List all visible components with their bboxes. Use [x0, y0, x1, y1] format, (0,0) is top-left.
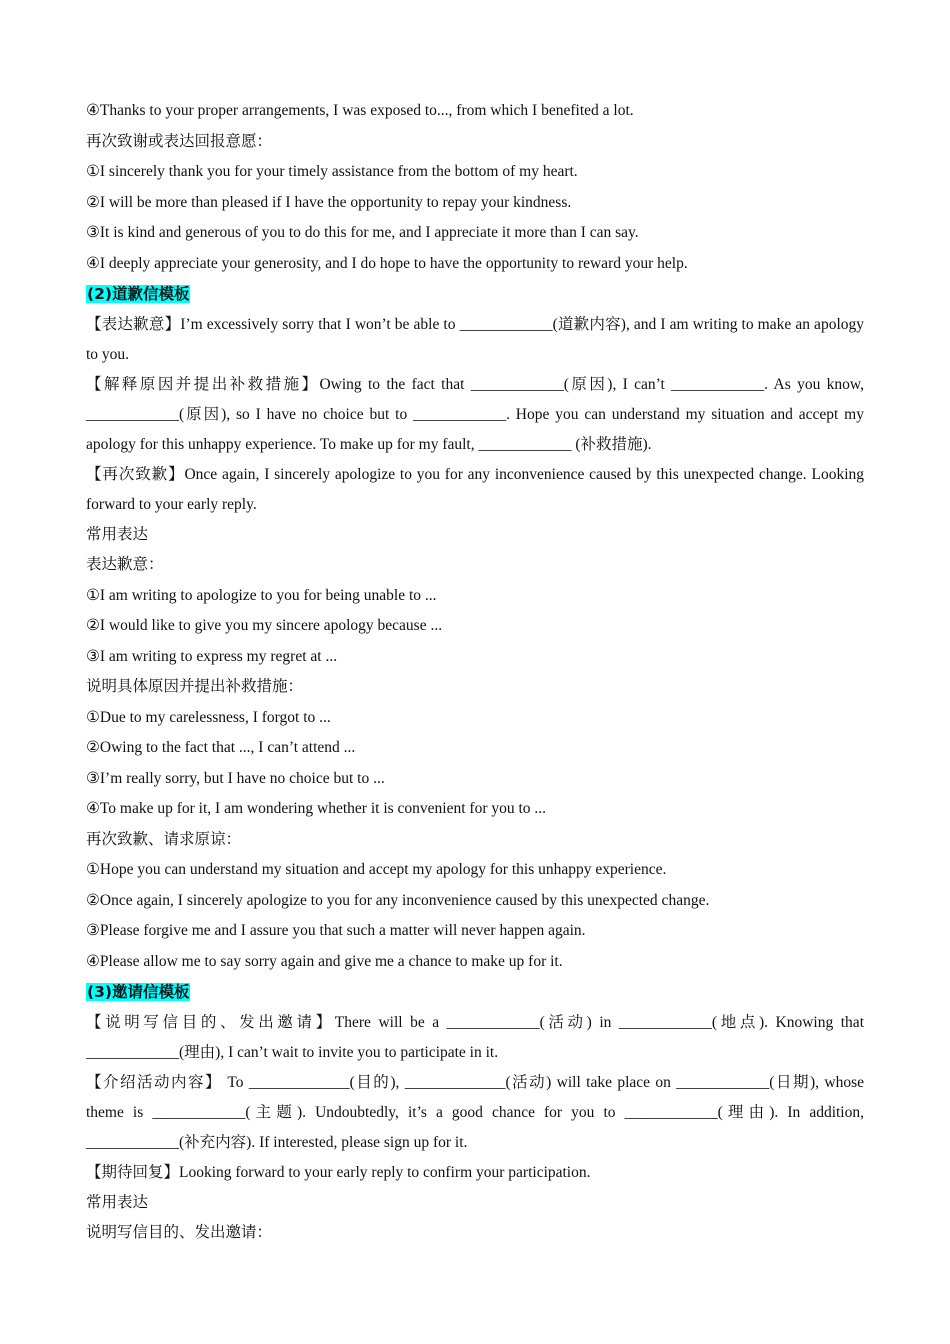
apology-common-label: 常用表达 [86, 525, 149, 543]
thanks-again-label: 再次致谢或表达回报意愿： [86, 132, 273, 150]
thanks-item-4: ④Thanks to your proper arrangements, I was exposed to..., from which I benefited a lot. [86, 102, 634, 119]
thanks-again-item-1: ①I sincerely thank you for your timely assistance from the bottom of my heart. [86, 163, 578, 180]
invitation-heading-text: (3)邀请信模板 [87, 983, 190, 1001]
invitation-heading [86, 977, 864, 1008]
apology-heading [86, 279, 864, 310]
invitation-template-p2: 【介绍活动内容】 To _____________(目的), _____________(活动) will take place on ____________(日期), whose theme is ____________(主题). Undoubtedly, it’s a good chance for you to ____________(理由). In addition, ____________(补充内容). If interested, please sign up for it. [86, 1073, 864, 1151]
invitation-template-p3: 【期待回复】Looking forward to your early reply to confirm your participation. [86, 1163, 591, 1181]
apology-again-item-2: ②Once again, I sincerely apologize to you for any inconvenience caused by this unexpected change. [86, 891, 710, 909]
apology-template-p2: 【解释原因并提出补救措施】Owing to the fact that ____________(原因), I can’t ____________. As you know, ____________(原因), so I have no choice but to ____________. Hope you can understand my situation and accept my apology for this unhappy experience. To make up for my fault, ____________ (补救措施). [86, 375, 864, 453]
thanks-again-item-3: ③It is kind and generous of you to do this for me, and I appreciate it more than I can say. [86, 224, 639, 241]
apology-reason-item-2: ②Owing to the fact that ..., I can’t attend ... [86, 739, 356, 756]
invitation-common-label: 常用表达 [86, 1193, 149, 1211]
apology-reason-item-1: ①Due to my carelessness, I forgot to ... [86, 708, 331, 726]
apology-again-item-3: ③Please forgive me and I assure you that such a matter will never happen again. [86, 922, 586, 939]
apology-express-item-3: ③I am writing to express my regret at ... [86, 647, 338, 665]
apology-template-p1: 【表达歉意】I’m excessively sorry that I won’t be able to ____________(道歉内容), and I am writing to make an apology to you. [86, 315, 864, 363]
apology-express-item-2: ②I would like to give you my sincere apology because ... [86, 617, 443, 634]
apology-reason-label: 说明具体原因并提出补救措施： [86, 678, 304, 695]
apology-again-item-1: ①Hope you can understand my situation and accept my apology for this unhappy experience. [86, 861, 667, 878]
apology-again-item-4: ④Please allow me to say sorry again and give me a chance to make up for it. [86, 952, 563, 970]
apology-again-label: 再次致歉、请求原谅： [86, 830, 242, 848]
apology-reason-item-3: ③I’m really sorry, but I have no choice but to ... [86, 769, 385, 787]
thanks-again-item-2: ②I will be more than pleased if I have the opportunity to repay your kindness. [86, 193, 572, 211]
invitation-template-p1: 【说明写信目的、发出邀请】There will be a ____________(活动) in ____________(地点). Knowing that ____________(理由), I can’t wait to invite you to participate in it. [86, 1013, 864, 1061]
document-page [86, 96, 864, 1249]
apology-heading-text: (2)道歉信模板 [87, 285, 190, 303]
invitation-purpose-label: 说明写信目的、发出邀请： [86, 1224, 273, 1241]
thanks-again-item-4: ④I deeply appreciate your generosity, and I do hope to have the opportunity to reward your help. [86, 254, 688, 272]
apology-express-label: 表达歉意： [86, 556, 164, 573]
apology-template-p3: 【再次致歉】Once again, I sincerely apologize to you for any inconvenience caused by this unexpected change. Looking forward to your early reply. [86, 465, 864, 513]
apology-express-item-1: ①I am writing to apologize to you for being unable to ... [86, 586, 437, 604]
apology-reason-item-4: ④To make up for it, I am wondering whether it is convenient for you to ... [86, 800, 547, 817]
